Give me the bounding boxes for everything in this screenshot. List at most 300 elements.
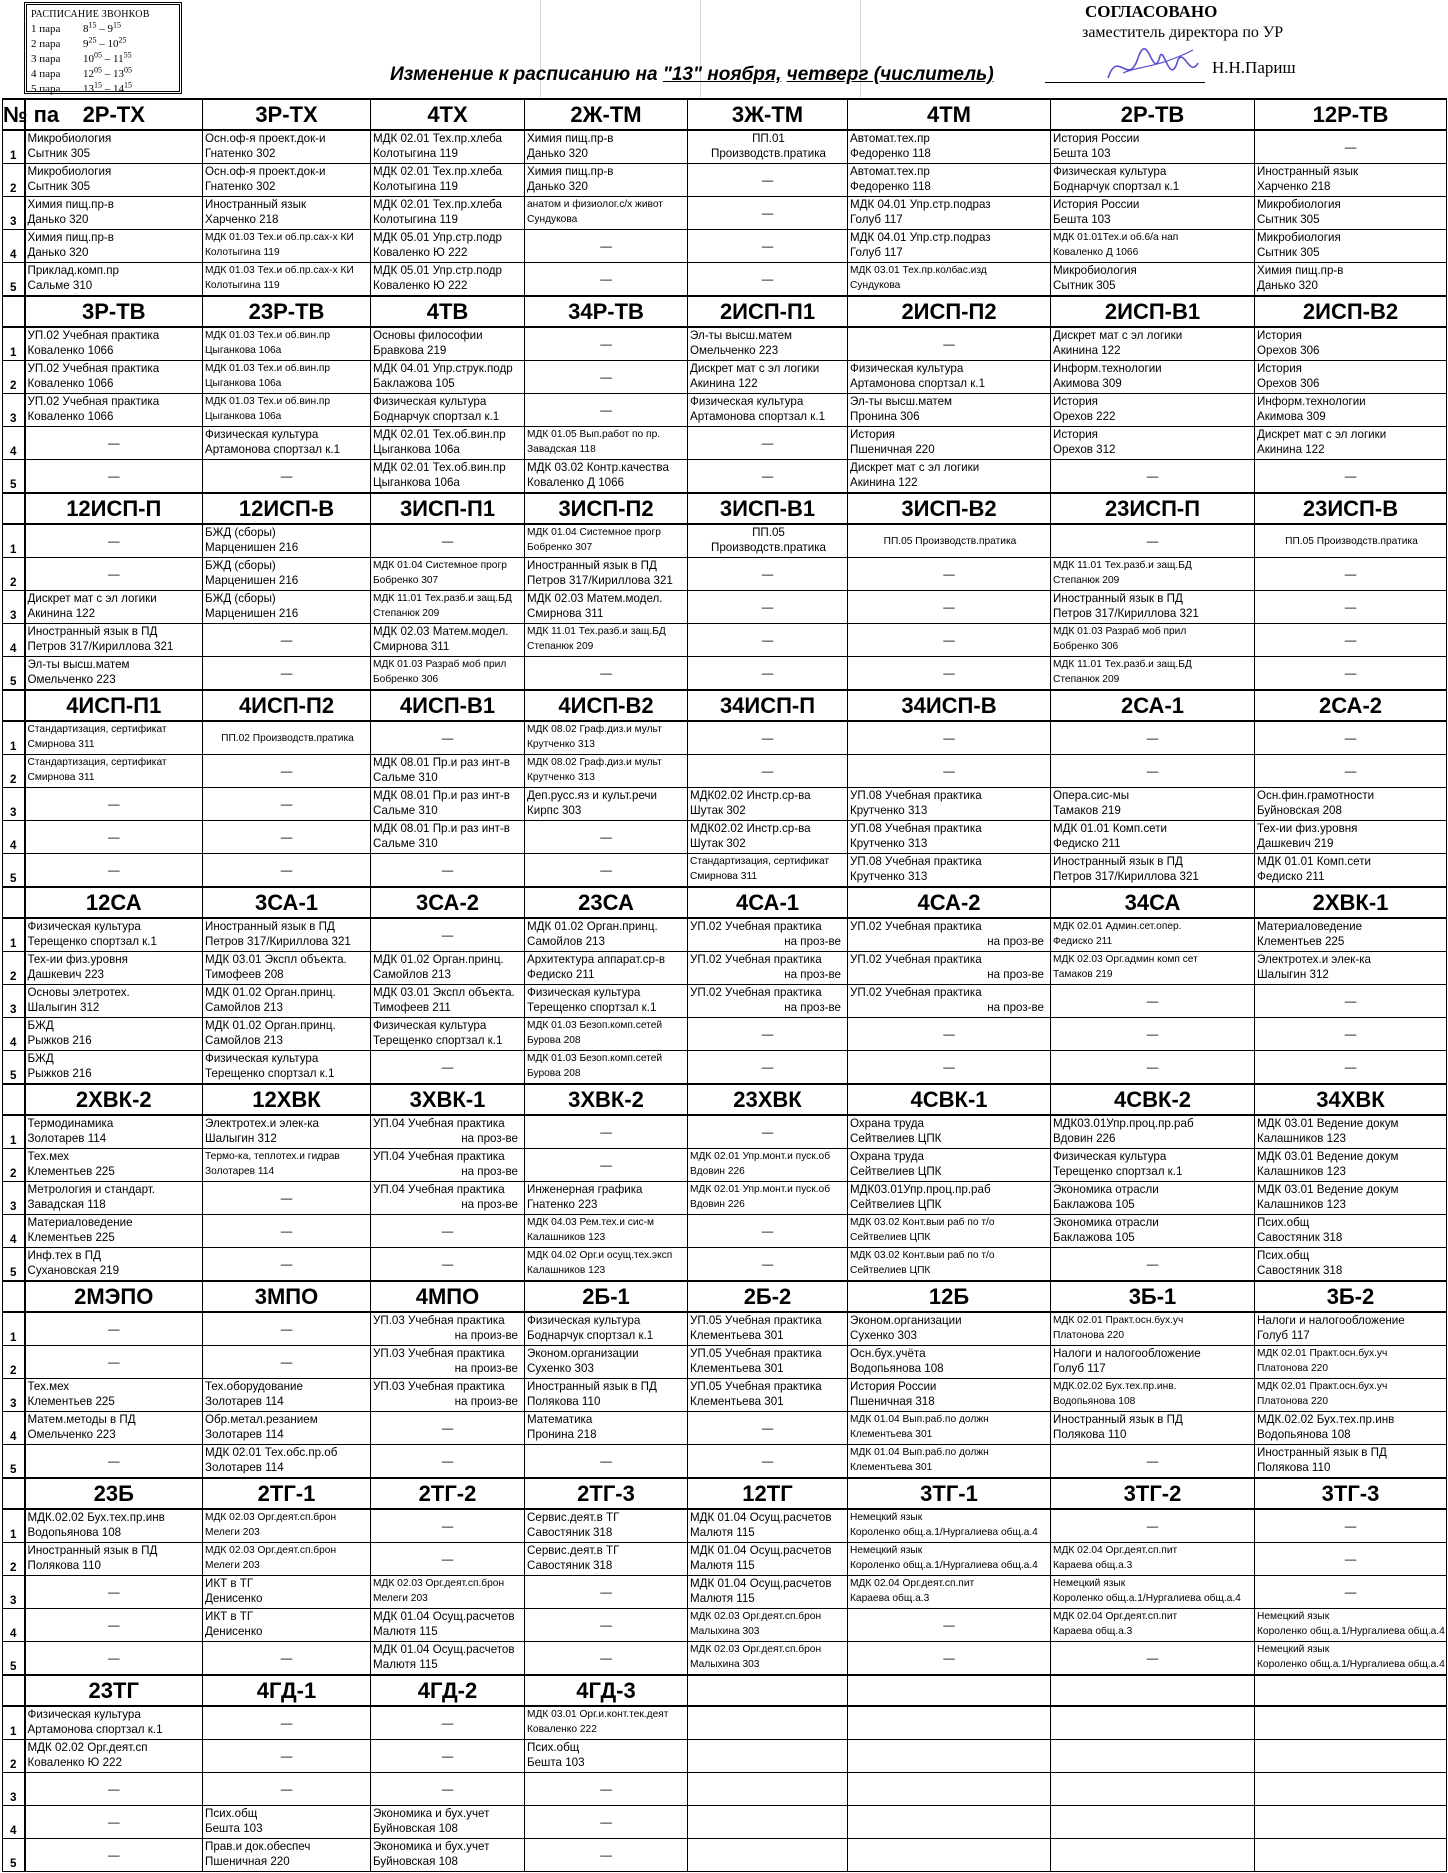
teacher-room: Крутченко 313 — [527, 739, 595, 750]
lesson-cell — [688, 1839, 848, 1872]
teacher-room: Терещенко спортзал к.1 — [1053, 1165, 1183, 1178]
subject: МДК 02.03 Орг.деят.сп.брон — [205, 1512, 337, 1523]
lesson-cell: — — [688, 1215, 848, 1248]
teacher-room: Производств.пратика — [711, 147, 826, 160]
lesson-cell — [371, 197, 525, 230]
teacher-room: Коваленко Ю 222 — [373, 279, 468, 292]
lesson-cell — [203, 524, 371, 558]
teacher-room: Караева общ.а.3 — [1053, 1626, 1133, 1637]
bell-pair-label: 1 пара — [31, 23, 61, 35]
teacher-room: Петров 317/Кириллова 321 — [27, 640, 174, 653]
lesson-cell: — — [25, 427, 203, 460]
subject: Информ.технологии — [1053, 362, 1162, 375]
bell-time-hour: 10 — [107, 38, 119, 50]
subject: МДК 01.04 Осущ.расчетов — [690, 1544, 832, 1557]
teacher-room: Дашкевич 219 — [1257, 837, 1334, 850]
lesson-cell — [203, 1839, 371, 1872]
pair-number: 5 — [3, 460, 25, 494]
teacher-room: Бобренко 306 — [373, 674, 439, 685]
teacher-room: Клементьева 301 — [690, 1395, 784, 1408]
signer-name: Н.Н.Париш — [1212, 58, 1296, 77]
lesson-cell — [1051, 1543, 1255, 1576]
pair-number-header: № па — [3, 99, 25, 130]
group-name: 2Б-2 — [688, 1281, 848, 1312]
lesson-cell — [1051, 1379, 1255, 1412]
lesson-cell — [848, 1543, 1051, 1576]
lesson-cell: — — [1255, 1576, 1447, 1609]
lesson-cell — [848, 1773, 1051, 1806]
lesson-cell — [25, 1018, 203, 1051]
lesson-cell: — — [25, 1445, 203, 1479]
lesson-cell — [371, 1312, 525, 1346]
subject: Иностранный язык в ПД — [527, 559, 657, 572]
subject: МДК 01.03 Тех.и об.пр.сах-х КИ — [205, 265, 354, 276]
lesson-cell: — — [848, 591, 1051, 624]
teacher-room: Боднарчук спортзал к.1 — [1053, 180, 1180, 193]
lesson-cell — [1255, 1445, 1447, 1479]
teacher-room: Петров 317/Кириллова 321 — [1053, 870, 1199, 883]
lesson-cell: — — [1255, 591, 1447, 624]
subject: Охрана труда — [850, 1150, 924, 1163]
lesson-cell: — — [1051, 721, 1255, 755]
lesson-cell: — — [25, 524, 203, 558]
teacher-room: Степанюк 209 — [1053, 674, 1120, 685]
lesson-row — [3, 1149, 1447, 1182]
subject: УП.03 Учебная практика — [373, 1314, 505, 1327]
group-header-row — [3, 99, 1447, 130]
lesson-cell — [25, 1706, 203, 1740]
teacher-room: Клементьев 225 — [27, 1165, 115, 1178]
subject: Микробиология — [27, 132, 112, 145]
teacher-room: Сытник 305 — [1257, 246, 1320, 259]
bell-time-minutes: 05 — [94, 50, 102, 60]
lesson-cell: — — [1051, 524, 1255, 558]
lesson-cell — [1255, 427, 1447, 460]
lesson-cell: — — [525, 327, 688, 361]
bell-row — [31, 82, 175, 97]
group-name: 12Б — [848, 1281, 1051, 1312]
subject: МДК 04.01 Упр.струк.подр — [373, 362, 513, 375]
lesson-cell — [371, 1149, 525, 1182]
teacher-room: на произ-ве — [454, 1395, 518, 1408]
subject: Немецкий язык — [850, 1512, 923, 1523]
lesson-cell — [1255, 230, 1447, 263]
lesson-cell — [688, 1509, 848, 1543]
subject: БЖД (сборы) — [205, 559, 276, 572]
teacher-room: Полякова 110 — [1053, 1428, 1127, 1441]
teacher-room: Малютя 115 — [690, 1559, 755, 1572]
subject: ПП.05 Производств.пратика — [883, 535, 1017, 547]
lesson-cell: — — [1051, 1248, 1255, 1282]
lesson-cell: — — [688, 1051, 848, 1085]
lesson-cell — [371, 558, 525, 591]
lesson-cell — [848, 130, 1051, 164]
teacher-room: Пронина 306 — [850, 410, 920, 423]
lesson-cell — [25, 657, 203, 691]
teacher-room: Золотарев 114 — [205, 1395, 284, 1408]
teacher-room: Смирнова 311 — [27, 739, 95, 750]
teacher-room: Марценишен 216 — [205, 541, 299, 554]
pair-number: 5 — [3, 1839, 25, 1872]
subject: Немецкий язык — [1257, 1644, 1330, 1655]
lesson-cell — [25, 130, 203, 164]
teacher-room: Полякова 110 — [1257, 1461, 1331, 1474]
teacher-room: Бешта 103 — [527, 1756, 585, 1769]
group-name: 2ИСП-П1 — [688, 296, 848, 327]
lesson-cell — [1255, 788, 1447, 821]
lesson-cell — [848, 230, 1051, 263]
lesson-cell — [203, 985, 371, 1018]
teacher-room: Клементьев 225 — [27, 1395, 115, 1408]
subject: Стандартизация, сертификат — [27, 757, 167, 768]
teacher-room: Клементьева 301 — [690, 1362, 784, 1375]
lesson-cell — [688, 394, 848, 427]
teacher-room: Завадская 118 — [27, 1198, 106, 1211]
subject: УП.03 Учебная практика — [373, 1380, 505, 1393]
teacher-room: Акинина 122 — [1053, 344, 1121, 357]
lesson-cell — [25, 1149, 203, 1182]
lesson-cell: — — [688, 624, 848, 657]
teacher-room: Сытник 305 — [1053, 279, 1116, 292]
teacher-room: Орехов 306 — [1257, 344, 1320, 357]
lesson-cell: — — [203, 1248, 371, 1282]
lesson-cell — [1051, 952, 1255, 985]
pair-number: 4 — [3, 1806, 25, 1839]
subject: ПП.05 Производств.пратика — [1285, 535, 1418, 547]
pair-number: 1 — [3, 918, 25, 952]
subject: МДК 02.04 Орг.деят.сп.пит — [1053, 1545, 1178, 1556]
lesson-cell: — — [525, 1576, 688, 1609]
group-header-row — [3, 1084, 1447, 1115]
teacher-room: Золотарев 114 — [205, 1166, 275, 1177]
teacher-room: Коваленко 1066 — [27, 377, 114, 390]
lesson-cell: — — [371, 1509, 525, 1543]
schedule-table — [2, 98, 1447, 1872]
lesson-cell — [371, 1609, 525, 1642]
lesson-cell — [25, 1115, 203, 1149]
bell-time-hour: 13 — [83, 83, 94, 95]
subject: МДК 01.01 Комп.сети — [1257, 855, 1372, 868]
lesson-cell: — — [1051, 1051, 1255, 1085]
subject: УП.02 Учебная практика — [690, 953, 822, 966]
lesson-cell: — — [25, 1576, 203, 1609]
subject: УП.02 Учебная практика — [690, 986, 822, 999]
page-title — [390, 64, 994, 86]
subject: МДК02.02 Инстр.ср-ва — [690, 789, 811, 802]
subject: МДК 01.02 Орган.принц. — [527, 920, 658, 933]
subject: МДК 01.04 Вып.раб.по должн — [850, 1414, 989, 1425]
lesson-cell — [525, 755, 688, 788]
lesson-cell: — — [1255, 1509, 1447, 1543]
subject: МДК 01.03 Безоп.комп.сетей — [527, 1020, 663, 1031]
lesson-cell: — — [848, 657, 1051, 691]
pair-number: 1 — [3, 130, 25, 164]
subject: МДК.02.02 Бух.тех.пр.инв — [1257, 1413, 1395, 1426]
subject: МДК 04.02 Орг.и осущ.тех.эксп — [527, 1250, 673, 1261]
teacher-room: Колотыгина 119 — [205, 247, 280, 258]
teacher-room: Федиско 211 — [527, 968, 595, 981]
lesson-row — [3, 1215, 1447, 1248]
teacher-room: Терещенко спортзал к.1 — [27, 935, 157, 948]
lesson-cell — [1255, 1248, 1447, 1282]
pair-number: 2 — [3, 1346, 25, 1379]
bell-schedule-rows — [31, 22, 175, 97]
lesson-cell: — — [1255, 1543, 1447, 1576]
lesson-cell: — — [1255, 624, 1447, 657]
lesson-cell — [371, 952, 525, 985]
lesson-cell — [1255, 1839, 1447, 1872]
subject: БЖД (сборы) — [205, 592, 276, 605]
lesson-cell — [1051, 591, 1255, 624]
pair-number-header — [3, 296, 25, 327]
subject: МДК 01.02 Орган.принц. — [205, 986, 336, 999]
bell-schedule-box — [24, 2, 182, 94]
lesson-cell — [25, 1248, 203, 1282]
subject: Иностранный язык в ПД — [27, 625, 158, 638]
lesson-cell — [25, 1215, 203, 1248]
lesson-cell — [1051, 394, 1255, 427]
group-name: 2ИСП-П2 — [848, 296, 1051, 327]
subject: БЖД — [27, 1052, 54, 1065]
subject: МДК 02.03 Орг.админ комп сет — [1053, 954, 1198, 965]
subject: УП.04 Учебная практика — [373, 1117, 505, 1130]
teacher-room: Боднарчук спортзал к.1 — [373, 410, 500, 423]
teacher-room: Данько 320 — [527, 180, 588, 193]
subject: МДК 02.01 Тех.обс.пр.об — [205, 1446, 338, 1459]
lesson-cell — [1255, 1312, 1447, 1346]
lesson-cell — [1255, 1215, 1447, 1248]
subject: ИКТ в ТГ — [205, 1610, 254, 1623]
group-name: 3Р-ТХ — [203, 99, 371, 130]
subject: БЖД — [27, 1019, 54, 1032]
lesson-cell — [848, 1740, 1051, 1773]
bell-time-minutes: 05 — [124, 65, 132, 75]
subject: МДК02.02 Инстр.ср-ва — [690, 822, 811, 835]
lesson-cell — [203, 591, 371, 624]
subject: Автомат.тех.пр — [850, 165, 930, 178]
subject: МДК 02.01 Тех.пр.хлеба — [373, 198, 503, 211]
subject: Иностранный язык в ПД — [205, 920, 335, 933]
lesson-cell — [1051, 1215, 1255, 1248]
lesson-cell — [848, 1379, 1051, 1412]
lesson-cell — [371, 394, 525, 427]
bell-time-minutes: 55 — [123, 50, 132, 60]
lesson-cell — [848, 427, 1051, 460]
teacher-room: Денисенко — [205, 1592, 263, 1605]
subject: МДК.02.02 Бух.тех.пр.инв — [27, 1511, 165, 1524]
subject: МДК 01.03 Тех.и об.пр.сах-х КИ — [205, 232, 354, 243]
lesson-cell — [1255, 361, 1447, 394]
subject: УП.03 Учебная практика — [373, 1347, 505, 1360]
subject: Химия пищ.пр-в — [1257, 264, 1344, 277]
lesson-cell — [203, 427, 371, 460]
group-name: 2ИСП-В2 — [1255, 296, 1447, 327]
bell-pair-label: 3 пара — [31, 53, 61, 65]
lesson-cell — [688, 918, 848, 952]
lesson-cell — [688, 361, 848, 394]
lesson-cell — [1051, 1346, 1255, 1379]
subject: МДК 01.04 Вып.раб.по должн — [850, 1447, 989, 1458]
teacher-room: Денисенко — [205, 1625, 263, 1638]
subject: МДК 02.01 Админ.сет.опер. — [1053, 921, 1182, 932]
pair-number: 2 — [3, 558, 25, 591]
subject: МДК 02.03 Матем.модел. — [527, 592, 663, 605]
subject: УП.05 Учебная практика — [690, 1380, 822, 1393]
lesson-cell — [1255, 1346, 1447, 1379]
teacher-room: Самойлов 213 — [527, 935, 605, 948]
subject: Дискрет мат с эл логики — [1053, 329, 1183, 342]
signature-scribble — [1098, 38, 1208, 98]
lesson-cell — [203, 558, 371, 591]
subject: Физическая культура — [27, 920, 141, 933]
group-name: 2Р-ТВ — [1051, 99, 1255, 130]
subject: МДК 02.01 Упр.монт.и пуск.об — [690, 1151, 831, 1162]
teacher-room: Самойлов 213 — [205, 1001, 283, 1014]
lesson-cell — [688, 1182, 848, 1215]
subject: Физическая культура — [850, 362, 964, 375]
lesson-cell — [371, 788, 525, 821]
pair-number: 4 — [3, 1609, 25, 1642]
lesson-cell: — — [203, 1773, 371, 1806]
group-name: 23Р-ТВ — [203, 296, 371, 327]
lesson-cell — [1051, 1806, 1255, 1839]
teacher-room: на проз-ве — [784, 968, 841, 981]
subject: МДК 01.03 Разраб моб прил — [1053, 626, 1187, 637]
group-name — [688, 1675, 848, 1706]
lesson-cell — [1051, 624, 1255, 657]
subject: Химия пищ.пр-в — [27, 231, 114, 244]
lesson-cell — [203, 1115, 371, 1149]
lesson-cell: — — [1255, 755, 1447, 788]
lesson-cell — [525, 1248, 688, 1282]
lesson-cell: — — [848, 1018, 1051, 1051]
lesson-cell — [1255, 197, 1447, 230]
lesson-row — [3, 130, 1447, 164]
lesson-cell — [371, 1576, 525, 1609]
lesson-cell: — — [848, 327, 1051, 361]
lesson-cell — [688, 788, 848, 821]
teacher-room: Платонова 220 — [1257, 1363, 1329, 1374]
lesson-cell: — — [1051, 1018, 1255, 1051]
subject: УП.08 Учебная практика — [850, 822, 982, 835]
subject: Налоги и налогообложение — [1257, 1314, 1405, 1327]
teacher-room: Пшеничная 318 — [850, 1395, 935, 1408]
teacher-room: Савостяник 318 — [527, 1526, 613, 1539]
lesson-cell — [688, 1312, 848, 1346]
lesson-cell: — — [203, 854, 371, 888]
teacher-room: Голуб 117 — [1257, 1329, 1310, 1342]
group-name: 3ХВК-1 — [371, 1084, 525, 1115]
subject: МДК 03.01 Орг.и.конт.тек.деят — [527, 1709, 669, 1720]
subject: Иностранный язык в ПД — [1053, 1413, 1183, 1426]
lesson-cell — [688, 1706, 848, 1740]
lesson-cell: — — [203, 1182, 371, 1215]
subject: МДК 08.01 Пр.и раз инт-в — [373, 822, 510, 835]
lesson-cell: — — [848, 558, 1051, 591]
teacher-room: Калашников 123 — [1257, 1165, 1346, 1178]
group-name: 4ТХ — [371, 99, 525, 130]
lesson-cell: — — [203, 624, 371, 657]
teacher-room: Смирнова 311 — [373, 640, 450, 653]
lesson-cell — [203, 1379, 371, 1412]
lesson-cell — [1051, 1839, 1255, 1872]
pair-number: 2 — [3, 1543, 25, 1576]
subject: МДК 01.05 Вып.работ по пр. — [527, 429, 661, 440]
teacher-room: Бобренко 307 — [527, 542, 593, 553]
group-name: 23ИСП-В — [1255, 493, 1447, 524]
lesson-cell: — — [525, 1642, 688, 1676]
teacher-room: Крутченко 313 — [850, 804, 928, 817]
subject: МДК 04.01 Упр.стр.подраз — [850, 198, 991, 211]
lesson-row — [3, 1445, 1447, 1479]
teacher-room: Малыхина 303 — [690, 1626, 760, 1637]
subject: БЖД (сборы) — [205, 526, 276, 539]
subject: Электротех.и элек-ка — [205, 1117, 319, 1130]
subject: Эл-ты высш.матем — [690, 329, 793, 342]
subject: Иностранный язык в ПД — [527, 1380, 657, 1393]
teacher-room: на проз-ве — [784, 935, 841, 948]
teacher-room: Цыганкова 106а — [205, 345, 282, 356]
pair-number: 2 — [3, 1149, 25, 1182]
lesson-row — [3, 197, 1447, 230]
lesson-cell — [371, 591, 525, 624]
lesson-cell — [848, 524, 1051, 558]
lesson-cell — [1051, 1773, 1255, 1806]
lesson-cell: — — [25, 1642, 203, 1676]
subject: Иностранный язык в ПД — [27, 1544, 158, 1557]
lesson-cell: — — [525, 657, 688, 691]
subject: История России — [1053, 198, 1140, 211]
teacher-room: Короленко общ.а.1/Нургалиева общ.а.4 — [1257, 1659, 1445, 1670]
teacher-room: Акинина 122 — [1257, 443, 1325, 456]
teacher-room: Короленко общ.а.1/Нургалиева общ.а.4 — [850, 1560, 1038, 1571]
lesson-cell: — — [1051, 985, 1255, 1018]
lesson-cell — [1255, 1773, 1447, 1806]
subject: История — [1257, 329, 1302, 342]
pair-number: 4 — [3, 821, 25, 854]
pair-number: 1 — [3, 1115, 25, 1149]
lesson-row — [3, 1115, 1447, 1149]
teacher-room: Цыганкова 106а — [205, 411, 282, 422]
teacher-room: Сейтвелиев ЦПК — [850, 1198, 942, 1211]
subject: УП.08 Учебная практика — [850, 789, 982, 802]
lesson-cell: — — [203, 1706, 371, 1740]
lesson-cell: — — [371, 1445, 525, 1479]
lesson-cell — [848, 1312, 1051, 1346]
subject: Дискрет мат с эл логики — [850, 461, 980, 474]
subject: МДК 02.02 Орг.деят.сп — [27, 1741, 148, 1754]
lesson-cell: — — [371, 1543, 525, 1576]
lesson-cell: — — [25, 558, 203, 591]
group-name: 3ИСП-В1 — [688, 493, 848, 524]
lesson-cell — [25, 327, 203, 361]
lesson-cell — [371, 130, 525, 164]
pair-number: 1 — [3, 721, 25, 755]
teacher-room: Акинина 122 — [690, 377, 758, 390]
teacher-room: Харченко 218 — [205, 213, 279, 226]
group-name: 34ИСП-П — [688, 690, 848, 721]
pair-number: 4 — [3, 1215, 25, 1248]
group-name: 3МПО — [203, 1281, 371, 1312]
lesson-cell — [688, 1740, 848, 1773]
pair-number: 5 — [3, 1248, 25, 1282]
pair-number: 3 — [3, 197, 25, 230]
teacher-room: Малютя 115 — [373, 1658, 438, 1671]
lesson-row — [3, 952, 1447, 985]
lesson-cell — [203, 1509, 371, 1543]
lesson-cell: — — [688, 1445, 848, 1479]
group-name: 2МЭПО — [25, 1281, 203, 1312]
